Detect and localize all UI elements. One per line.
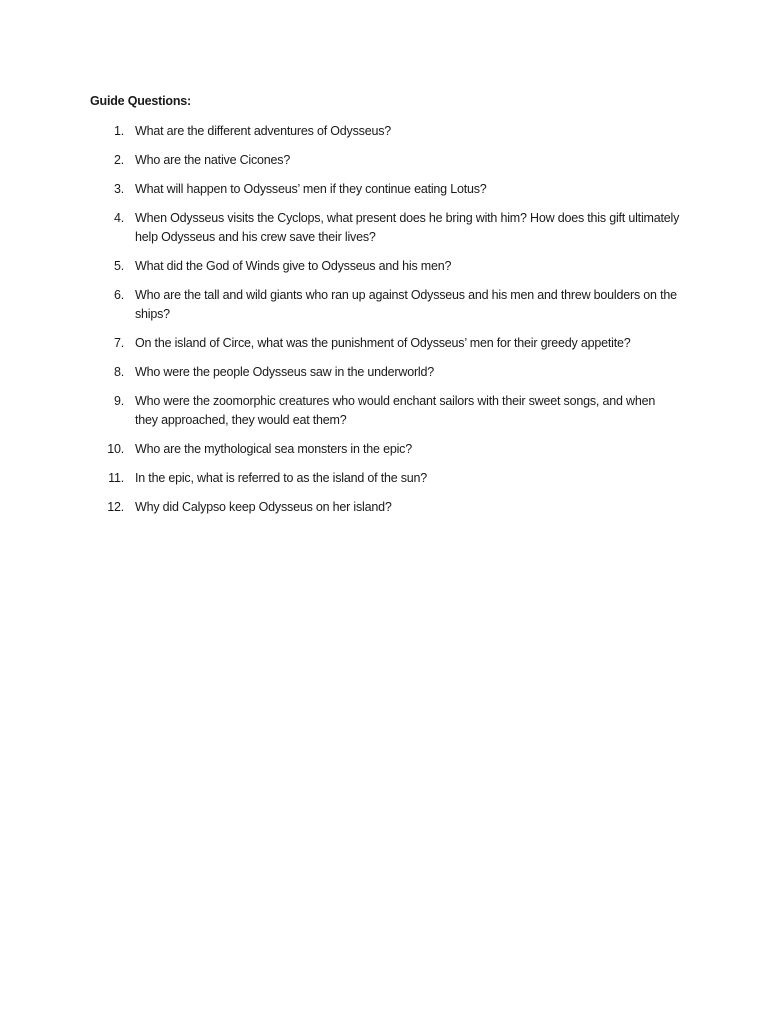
question-number: 4. <box>113 211 124 225</box>
question-item <box>90 498 680 517</box>
guide-questions-heading: Guide Questions: <box>90 94 191 108</box>
question-text: In the epic, what is referred to as the island of the sun? <box>135 471 428 485</box>
question-number: 6. <box>113 288 124 302</box>
question-item <box>90 363 680 382</box>
question-item <box>90 440 680 459</box>
question-item <box>90 180 680 199</box>
question-text: Who were the people Odysseus saw in the underworld? <box>135 365 434 379</box>
question-text: Who were the zoomorphic creatures who would enchant sailors with their sweet songs, and when they approached, they would eat them? <box>135 394 656 427</box>
question-text: What are the different adventures of Odysseus? <box>135 124 391 138</box>
question-number: 10. <box>107 442 124 456</box>
question-item <box>90 209 680 247</box>
question-item <box>90 469 680 488</box>
question-text: Who are the native Cicones? <box>135 153 291 167</box>
question-number: 2. <box>113 153 124 167</box>
question-list <box>90 122 680 527</box>
question-number: 11. <box>108 471 124 485</box>
question-text: What will happen to Odysseus’ men if they continue eating Lotus? <box>135 182 487 196</box>
question-item <box>90 257 680 276</box>
question-text: Why did Calypso keep Odysseus on her island? <box>135 500 392 514</box>
question-number: 7. <box>113 336 124 350</box>
question-item <box>90 392 680 430</box>
question-text: When Odysseus visits the Cyclops, what present does he bring with him? How does this gift ultimately help Odysseus and his crew save their lives? <box>135 211 680 244</box>
question-item <box>90 151 680 170</box>
question-number: 3. <box>113 182 124 196</box>
question-text: On the island of Circe, what was the punishment of Odysseus’ men for their greedy appetite? <box>135 336 631 350</box>
question-text: Who are the mythological sea monsters in the epic? <box>135 442 412 456</box>
question-number: 5. <box>113 259 124 273</box>
question-text: Who are the tall and wild giants who ran up against Odysseus and his men and threw boulders on the ships? <box>135 288 677 321</box>
question-item <box>90 286 680 324</box>
question-number: 9. <box>113 394 124 408</box>
question-text: What did the God of Winds give to Odysseus and his men? <box>135 259 452 273</box>
question-number: 1. <box>113 124 124 138</box>
question-number: 12. <box>107 500 124 514</box>
question-item <box>90 334 680 353</box>
question-item <box>90 122 680 141</box>
question-number: 8. <box>113 365 124 379</box>
